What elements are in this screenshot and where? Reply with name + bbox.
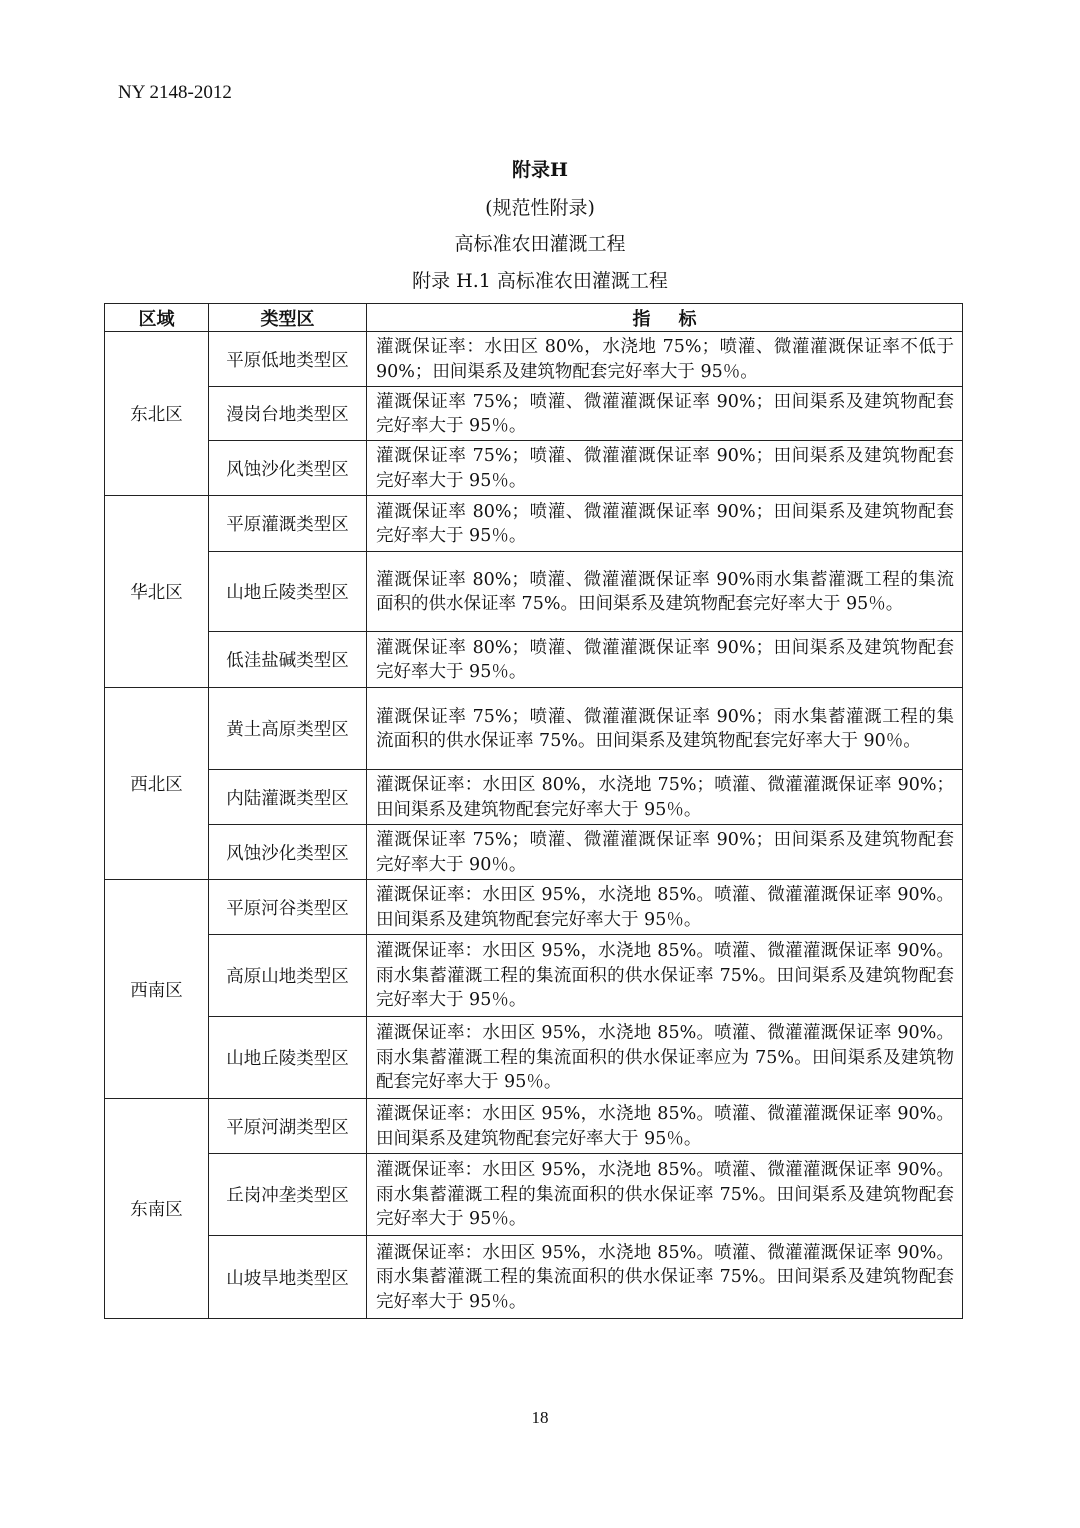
- table-row: [105, 496, 963, 552]
- indicator-cell: 灌溉保证率 75%；喷灌、微灌灌溉保证率 90%；田间渠系及建筑物配套完好率大于 95％。: [367, 387, 963, 441]
- region-cell: 华北区: [105, 496, 209, 688]
- table-row: [105, 632, 963, 688]
- table-header-row: [105, 304, 963, 332]
- type-cell: 漫岗台地类型区: [209, 387, 367, 441]
- table-row: [105, 935, 963, 1017]
- indicator-cell: 灌溉保证率：水田区 80%，水浇地 75%；喷灌、微灌灌溉保证率不低于 90%；田间渠系及建筑物配套完好率大于 95％。: [367, 332, 963, 387]
- table-row: [105, 825, 963, 880]
- type-cell: 风蚀沙化类型区: [209, 825, 367, 880]
- table-row: [105, 770, 963, 825]
- region-cell: 西南区: [105, 880, 209, 1099]
- indicator-cell: 灌溉保证率：水田区 95%，水浇地 85%。喷灌、微灌灌溉保证率 90%。雨水集蓄灌溉工程的集流面积的供水保证率应为 75%。田间渠系及建筑物配套完好率大于 95％。: [367, 1017, 963, 1099]
- indicator-cell: 灌溉保证率：水田区 95%，水浇地 85%。喷灌、微灌灌溉保证率 90%。雨水集蓄灌溉工程的集流面积的供水保证率 75%。田间渠系及建筑物配套完好率大于 95％。: [367, 1154, 963, 1236]
- region-cell: 东南区: [105, 1099, 209, 1319]
- region-cell: 东北区: [105, 332, 209, 496]
- type-cell: 平原河谷类型区: [209, 880, 367, 935]
- table-row: [105, 552, 963, 632]
- table-row: [105, 332, 963, 387]
- table-row: [105, 1017, 963, 1099]
- appendix-type: (规范性附录): [485, 197, 595, 219]
- document-code: NY 2148-2012: [118, 82, 232, 103]
- table-caption: 附录 H.1 高标准农田灌溉工程: [412, 270, 668, 292]
- indicator-cell: 灌溉保证率：水田区 95%，水浇地 85%。喷灌、微灌灌溉保证率 90%。田间渠系及建筑物配套完好率大于 95％。: [367, 880, 963, 935]
- appendix-subject: 高标准农田灌溉工程: [454, 233, 626, 255]
- type-cell: 山地丘陵类型区: [209, 1017, 367, 1099]
- table-row: [105, 688, 963, 770]
- table-row: [105, 387, 963, 441]
- table-row: [105, 441, 963, 496]
- table-row: [105, 1236, 963, 1319]
- table-row: [105, 880, 963, 935]
- table-row: [105, 1154, 963, 1236]
- indicator-cell: 灌溉保证率 75%；喷灌、微灌灌溉保证率 90%；田间渠系及建筑物配套完好率大于 90％。: [367, 825, 963, 880]
- header-region: 区域: [105, 304, 209, 332]
- indicator-cell: 灌溉保证率：水田区 95%，水浇地 85%。喷灌、微灌灌溉保证率 90%。雨水集蓄灌溉工程的集流面积的供水保证率 75%。田间渠系及建筑物配套完好率大于 95％。: [367, 1236, 963, 1319]
- indicator-cell: 灌溉保证率：水田区 95%，水浇地 85%。喷灌、微灌灌溉保证率 90%。雨水集蓄灌溉工程的集流面积的供水保证率 75%。田间渠系及建筑物配套完好率大于 95％。: [367, 935, 963, 1017]
- indicator-cell: 灌溉保证率：水田区 95%，水浇地 85%。喷灌、微灌灌溉保证率 90%。田间渠系及建筑物配套完好率大于 95％。: [367, 1099, 963, 1154]
- type-cell: 山地丘陵类型区: [209, 552, 367, 632]
- indicator-cell: 灌溉保证率 80%；喷灌、微灌灌溉保证率 90%；田间渠系及建筑物配套完好率大于 95％。: [367, 496, 963, 552]
- appendix-title: 附录H: [512, 159, 568, 181]
- header-type: 类型区: [209, 304, 367, 332]
- type-cell: 平原灌溉类型区: [209, 496, 367, 552]
- indicator-cell: 灌溉保证率：水田区 80%，水浇地 75%；喷灌、微灌灌溉保证率 90%；田间渠系及建筑物配套完好率大于 95％。: [367, 770, 963, 825]
- type-cell: 山坡旱地类型区: [209, 1236, 367, 1319]
- indicator-cell: 灌溉保证率 80%；喷灌、微灌灌溉保证率 90%；田间渠系及建筑物配套完好率大于 95％。: [367, 632, 963, 688]
- type-cell: 高原山地类型区: [209, 935, 367, 1017]
- type-cell: 丘岗冲垄类型区: [209, 1154, 367, 1236]
- indicator-cell: 灌溉保证率 75%；喷灌、微灌灌溉保证率 90%；田间渠系及建筑物配套完好率大于 95％。: [367, 441, 963, 496]
- region-cell: 西北区: [105, 688, 209, 880]
- type-cell: 平原低地类型区: [209, 332, 367, 387]
- page-number: 18: [531, 1408, 549, 1427]
- type-cell: 低洼盐碱类型区: [209, 632, 367, 688]
- type-cell: 平原河湖类型区: [209, 1099, 367, 1154]
- type-cell: 黄土高原类型区: [209, 688, 367, 770]
- standards-table: [104, 303, 963, 1319]
- indicator-cell: 灌溉保证率 75%；喷灌、微灌灌溉保证率 90%；雨水集蓄灌溉工程的集流面积的供水保证率 75%。田间渠系及建筑物配套完好率大于 90％。: [367, 688, 963, 770]
- table-row: [105, 1099, 963, 1154]
- header-indicator: 指标: [367, 304, 963, 332]
- type-cell: 内陆灌溉类型区: [209, 770, 367, 825]
- indicator-cell: 灌溉保证率 80%；喷灌、微灌灌溉保证率 90%雨水集蓄灌溉工程的集流面积的供水保证率 75%。田间渠系及建筑物配套完好率大于 95％。: [367, 552, 963, 632]
- type-cell: 风蚀沙化类型区: [209, 441, 367, 496]
